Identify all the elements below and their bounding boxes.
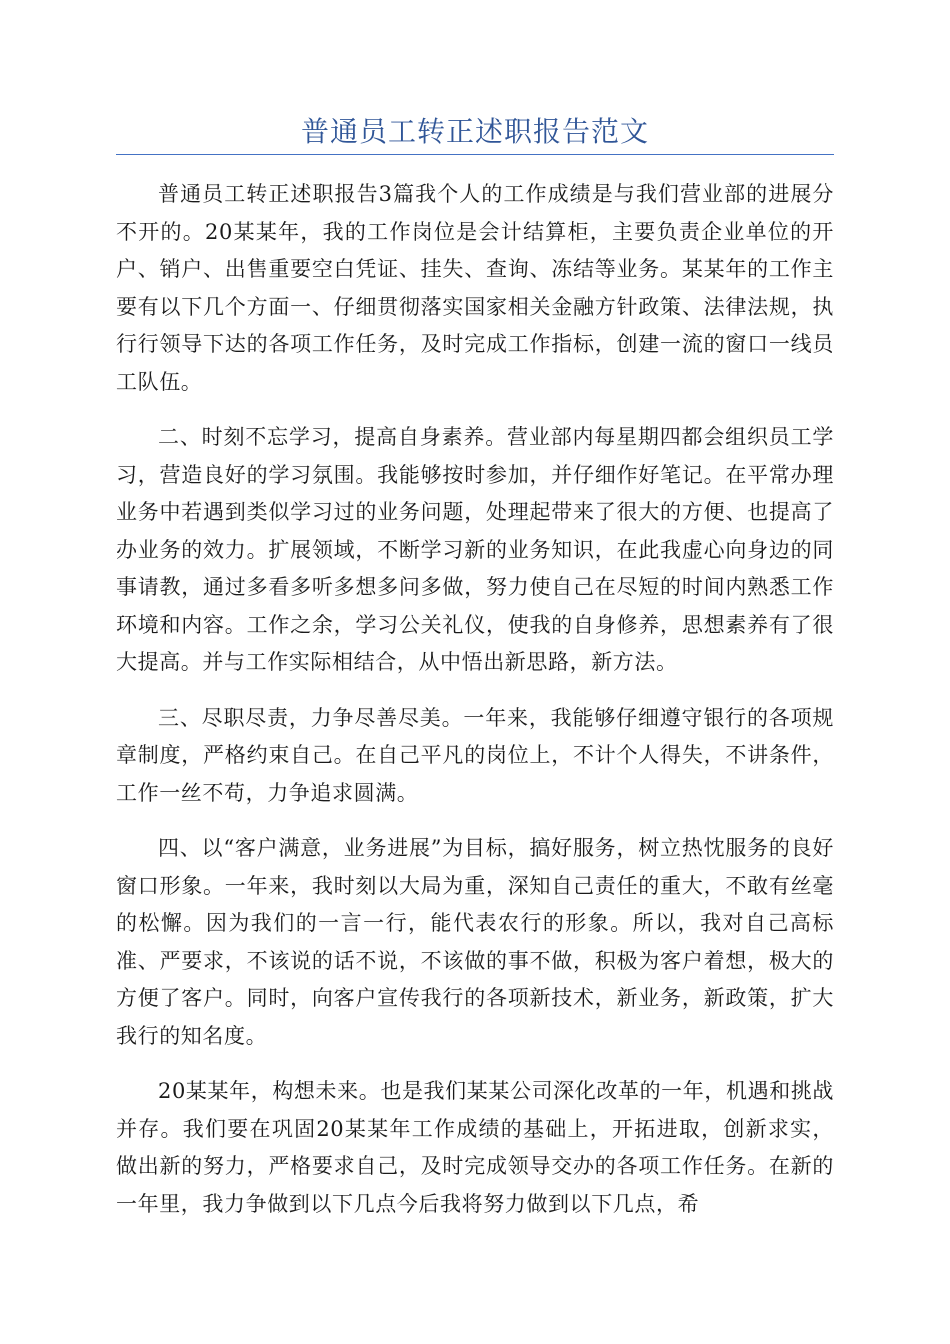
paragraph-3: 三、尽职尽责，力争尽善尽美。一年来，我能够仔细遵守银行的各项规章制度，严格约束自己。在自己平凡的岗位上，不计个人得失，不讲条件，工作一丝不苟，力争追求圆满。: [116, 705, 834, 805]
document-title: 普通员工转正述职报告范文: [300, 115, 649, 148]
paragraph-4: 四、以“客户满意，业务进展”为目标，搞好服务，树立热忱服务的良好窗口形象。一年来，我时刻以大局为重，深知自己责任的重大，不敢有丝毫的松懈。因为我们的一言一行，能代表农行的形象。所以，我对自己高标准、严要求，不该说的话不说，不该做的事不做，积极为客户着想，极大的方便了客户。同时，向客户宣传我行的各项新技术，新业务，新政策，扩大我行的知名度。: [116, 836, 834, 1048]
paragraph-2: 二、时刻不忘学习，提高自身素养。营业部内每星期四都会组织员工学习，营造良好的学习氛围。我能够按时参加，并仔细作好笔记。在平常办理业务中若遇到类似学习过的业务问题，处理起带来了很大的方便、也提高了办业务的效力。扩展领域，不断学习新的业务知识，在此我虚心向身边的同事请教，通过多看多听多想多问多做，努力使自己在尽短的时间内熟悉工作环境和内容。工作之余，学习公关礼仪，使我的自身修养，思想素养有了很大提高。并与工作实际相结合，从中悟出新思路，新方法。: [116, 425, 834, 674]
paragraph-5: 20某某年，构想未来。也是我们某某公司深化改革的一年，机遇和挑战并存。我们要在巩固20某某年工作成绩的基础上，开拓进取，创新求实，做出新的努力，严格要求自己，及时完成领导交办的各项工作任务。在新的一年里，我力争做到以下几点今后我将努力做到以下几点，希: [116, 1079, 834, 1216]
title-underline: [116, 154, 834, 155]
document-body: [116, 176, 834, 1241]
paragraph-1: 普通员工转正述职报告3篇我个人的工作成绩是与我们营业部的进展分不开的。20某某年，我的工作岗位是会计结算柜，主要负责企业单位的开户、销户、出售重要空白凭证、挂失、查询、冻结等业务。某某年的工作主要有以下几个方面一、仔细贯彻落实国家相关金融方针政策、法律法规，执行行领导下达的各项工作任务，及时完成工作指标，创建一流的窗口一线员工队伍。: [116, 182, 834, 394]
